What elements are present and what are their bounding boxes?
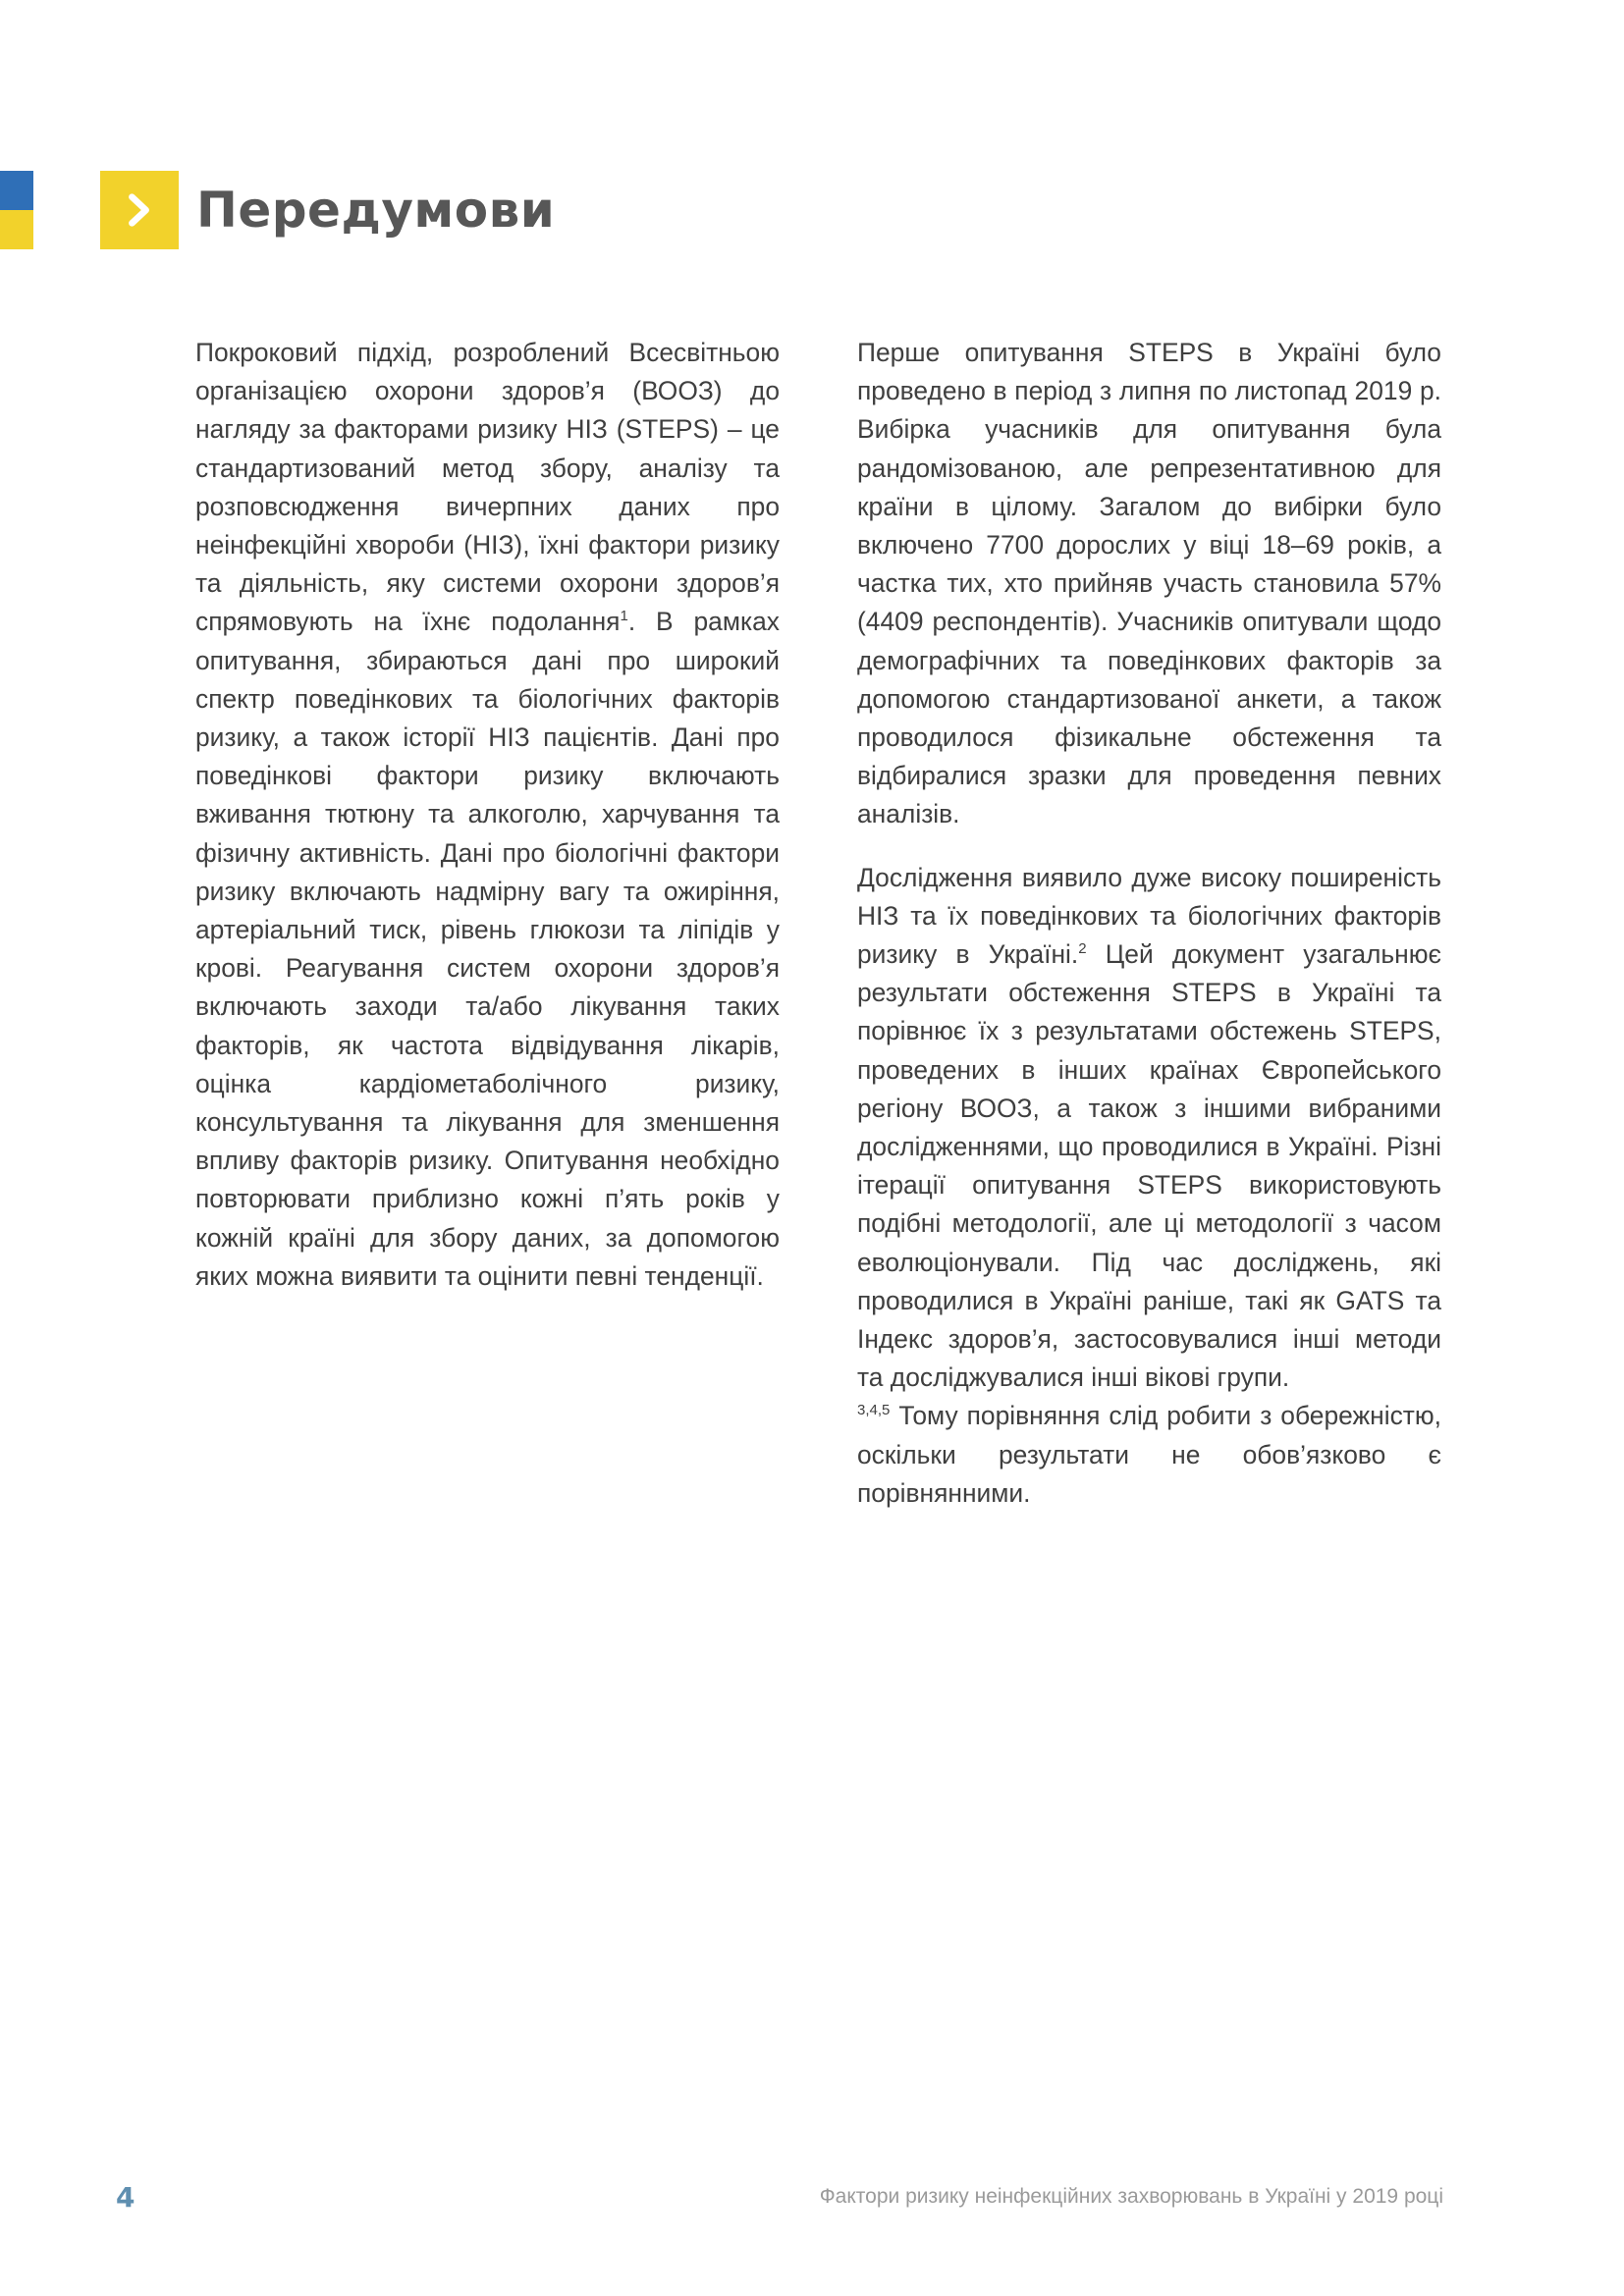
flag-accent (0, 171, 33, 249)
footnote-ref-1: 1 (620, 608, 628, 625)
flag-yellow-stripe (0, 210, 33, 249)
right-paragraph-2-text-a: Дослідження виявило дуже високу поширеність НІЗ та їх поведінкових та біологічних факторів ризику в Україні. (857, 862, 1441, 970)
right-paragraph-2-text-c: Тому порівняння слід робити з обережністю, оскільки результати не обов’язково є порівнянними. (857, 1401, 1441, 1508)
right-paragraph-2 (857, 859, 1441, 1513)
page-title: Передумови (196, 182, 556, 239)
left-paragraph-1 (195, 334, 780, 1296)
chevron-right-icon (121, 191, 158, 229)
footnote-ref-3-4-5: 3,4,5 (857, 1402, 891, 1419)
left-column (195, 334, 780, 1320)
footnote-ref-2: 2 (1078, 940, 1087, 958)
footer-document-title: Фактори ризику неінфекційних захворювань в Україні у 2019 році (819, 2185, 1443, 2208)
left-paragraph-1-text-a: Покроковий підхід, розроблений Всесвітньою організацією охорони здоров’я (ВООЗ) до нагляду за факторами ризику НІЗ (STEPS) – це стандартизований метод збору, аналізу та розповсюдження вичерпних даних про неінфекційні хвороби (НІЗ), їхні фактори ризику та діяльність, яку системи охорони здоров’я спрямовують на їхнє подолання (195, 338, 780, 637)
right-paragraph-2-text-b: Цей документ узагальнює результати обстеження STEPS в Україні та порівнює їх з результатами обстежень STEPS, проведених в інших країнах Європейського регіону ВООЗ, а також з іншими вибраними дослідженнями, що проводилися в Україні. Різні ітерації опитування STEPS використовують подібні методології, але ці методології з часом еволюціонували. Під час досліджень, які проводилися в Україні раніше, такі як GATS та Індекс здоров’я, застосовувалися інші методи та досліджувалися інші вікові групи. (857, 939, 1441, 1393)
section-marker (100, 171, 179, 249)
flag-blue-stripe (0, 171, 33, 210)
left-paragraph-1-text-b: . В рамках опитування, збираються дані про широкий спектр поведінкових та біологічних факторів ризику, а також історії НІЗ пацієнтів. Дані про поведінкові фактори ризику включають вживання тютюну та алкоголю, харчування та фізичну активність. Дані про біологічні фактори ризику включають надмірну вагу та ожиріння, артеріальний тиск, рівень глюкози та ліпідів у крові. Реагування систем охорони здоров’я включають заходи та/або лікування таких факторів, як частота відвідування лікарів, оцінка кардіометаболічного ризику, консультування та лікування для зменшення впливу факторів ризику. Опитування необхідно повторювати приблизно кожні п’ять років у кожній країні для збору даних, за допомогою яких можна виявити та оцінити певні тенденції. (195, 607, 780, 1291)
page-number: 4 (116, 2181, 135, 2214)
right-column (857, 334, 1441, 1537)
right-paragraph-1: Перше опитування STEPS в Україні було проведено в період з липня по листопад 2019 р. Вибірка учасників для опитування була рандомізованою, але репрезентативною для країни в цілому. Загалом до вибірки було включено 7700 дорослих у віці 18–69 років, а частка тих, хто прийняв участь становила 57% (4409 респондентів). Учасників опитували щодо демографічних та поведінкових факторів за допомогою стандартизованої анкети, а також проводилося фізикальне обстеження та відбиралися зразки для проведення певних аналізів. (857, 338, 1441, 829)
